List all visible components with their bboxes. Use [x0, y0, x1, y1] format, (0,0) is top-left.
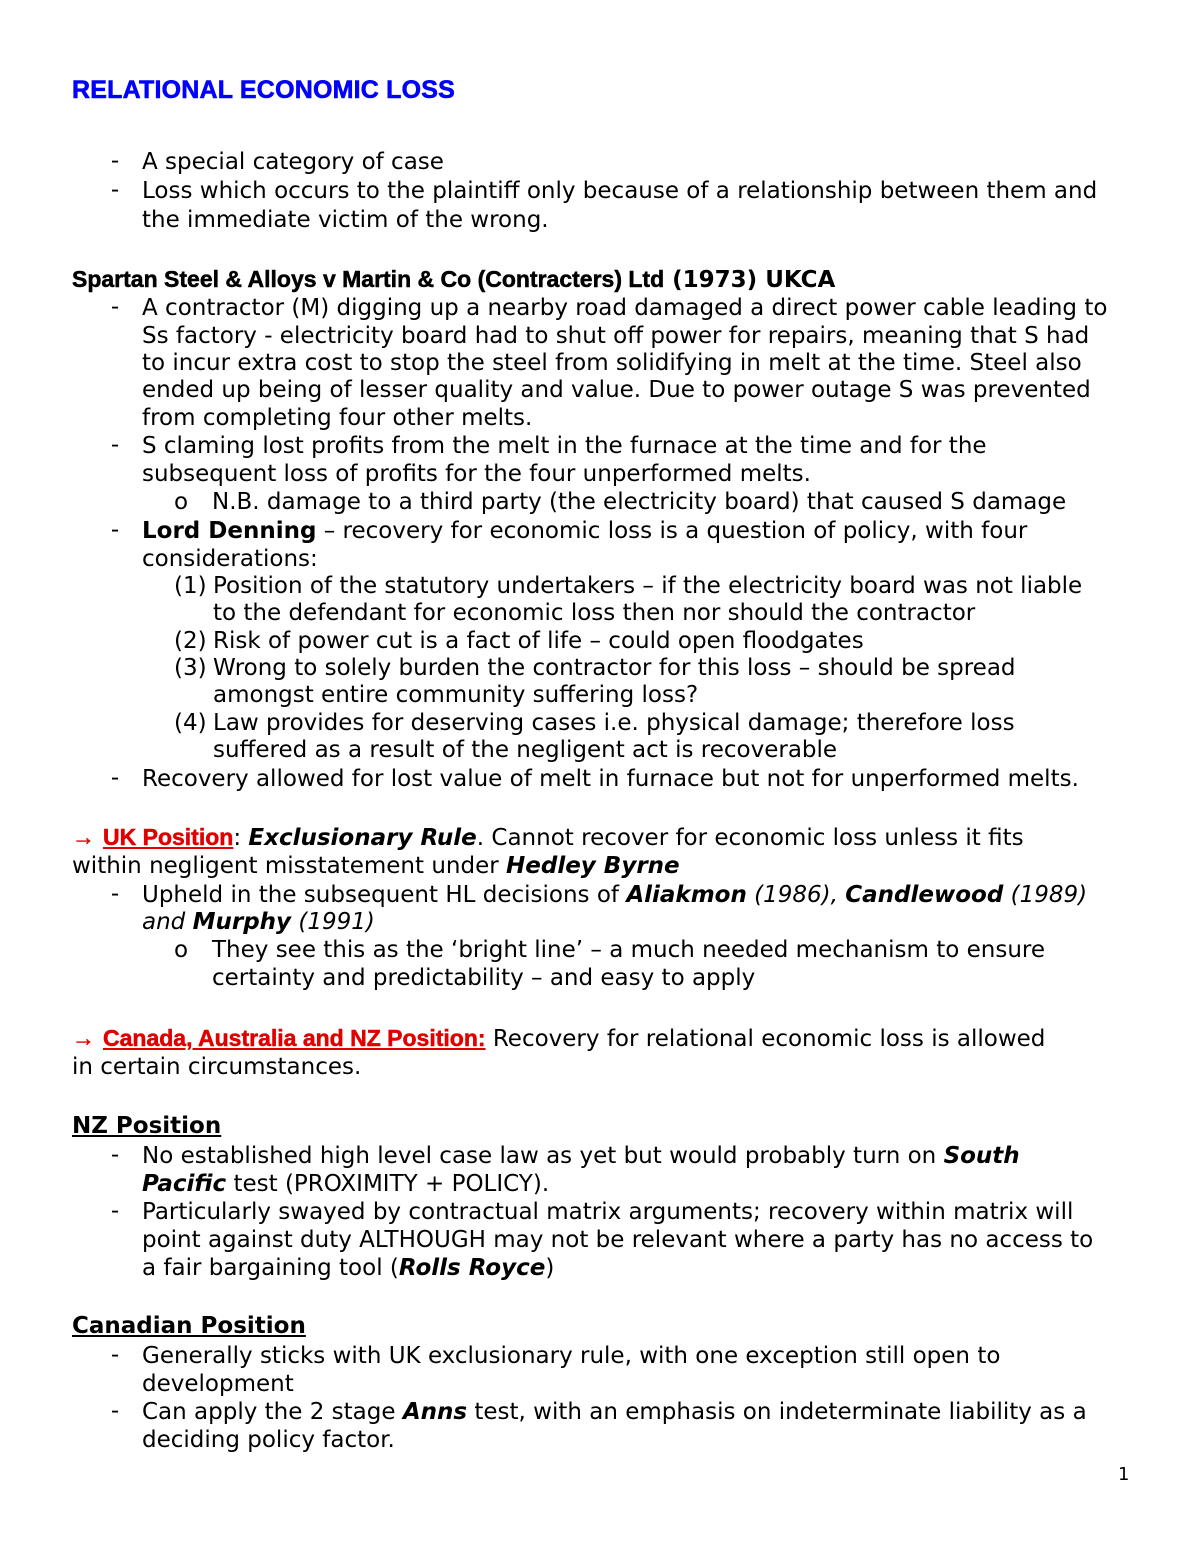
uk-position-label: UK Position: [103, 824, 234, 850]
intro-line: A special category of case: [142, 149, 444, 175]
bullet-dash: -: [110, 177, 120, 203]
canada-bullet-text: Can apply the 2 stage: [142, 1399, 403, 1425]
colon: :: [233, 825, 249, 851]
bullet-dash: -: [110, 881, 120, 907]
canadian-heading: Canadian Position: [72, 1313, 306, 1339]
consideration-number: (2): [174, 628, 207, 654]
facts-line: Ss factory - electricity board had to shut off power for repairs, meaning that S had: [142, 323, 1090, 349]
can-aus-nz-line: in certain circumstances.: [72, 1054, 362, 1080]
facts-line: from completing four other melts.: [142, 405, 533, 431]
bullet-dash: -: [110, 1198, 120, 1224]
consideration-text: Law provides for deserving cases i.e. physical damage; therefore loss: [213, 710, 1015, 736]
page-title: RELATIONAL ECONOMIC LOSS: [72, 76, 456, 104]
case-name: Aliakmon: [626, 882, 747, 908]
denning-line: considerations:: [142, 546, 318, 572]
case-heading: [72, 265, 835, 294]
sub-bullet-marker: o: [174, 489, 189, 515]
claim-line: subsequent loss of profits for the four unperformed melts.: [142, 461, 811, 487]
bullet-dash: -: [110, 765, 120, 791]
case-citation: (1973) UKCA: [664, 267, 836, 293]
nz-bullet-line: point against duty ALTHOUGH may not be relevant where a party has no access to: [142, 1227, 1094, 1253]
intro-line: the immediate victim of the wrong.: [142, 207, 549, 233]
case-name: South: [943, 1143, 1020, 1169]
judge-name: Lord Denning: [142, 518, 317, 544]
nz-bullet-text: test (PROXIMITY + POLICY).: [226, 1171, 550, 1197]
sub-bullet-marker: o: [174, 937, 189, 963]
facts-line: ended up being of lesser quality and value. Due to power outage S was prevented: [142, 377, 1091, 403]
bullet-dash: -: [110, 294, 120, 320]
bullet-dash: -: [110, 1398, 120, 1424]
bullet-dash: -: [110, 432, 120, 458]
case-year: (1991): [291, 909, 375, 935]
nz-bullet-text: a fair bargaining tool (: [142, 1255, 399, 1281]
uk-bullet-text: Upheld in the subsequent HL decisions of: [142, 882, 627, 908]
bullet-dash: -: [110, 148, 120, 174]
uk-bullet-line: [142, 908, 375, 936]
case-name: Rolls Royce: [398, 1255, 546, 1281]
facts-line: to incur extra cost to stop the steel from solidifying in melt at the time. Steel also: [142, 350, 1082, 376]
consideration-number: (1): [174, 573, 207, 599]
nz-bullet-text: ): [545, 1255, 555, 1281]
uk-position-text: . Cannot recover for economic loss unless it fits: [476, 825, 1024, 851]
nz-bullet-line: [142, 1254, 554, 1282]
canada-bullet-line: development: [142, 1371, 294, 1397]
case-name: Hedley Byrne: [506, 853, 680, 879]
case-year: (1989): [1003, 882, 1088, 908]
arrow-icon: →: [72, 1025, 95, 1051]
uk-position-line: [72, 852, 680, 880]
outcome-line: Recovery allowed for lost value of melt in furnace but not for unperformed melts.: [142, 766, 1079, 792]
bullet-dash: -: [110, 1142, 120, 1168]
canada-bullet-line: [142, 1398, 1087, 1426]
consideration-text: suffered as a result of the negligent act is recoverable: [213, 737, 838, 763]
denning-text: – recovery for economic loss is a question of policy, with four: [316, 518, 1028, 544]
nz-bullet-line: [142, 1170, 549, 1198]
sub-bullet-text: certainty and predictability – and easy to apply: [212, 965, 756, 991]
consideration-text: Wrong to solely burden the contractor for this loss – should be spread: [213, 655, 1016, 681]
can-aus-nz-text: Recovery for relational economic loss is allowed: [485, 1026, 1046, 1052]
can-aus-nz-line: [72, 1024, 1045, 1053]
arrow-icon: →: [72, 824, 95, 850]
consideration-text: Position of the statutory undertakers – if the electricity board was not liable: [213, 573, 1083, 599]
consideration-text: amongst entire community suffering loss?: [213, 682, 699, 708]
intro-line: Loss which occurs to the plaintiff only because of a relationship between them and: [142, 178, 1098, 204]
case-name: Pacific: [142, 1171, 227, 1197]
consideration-number: (3): [174, 655, 207, 681]
consideration-text: to the defendant for economic loss then nor should the contractor: [213, 600, 976, 626]
uk-bullet-text: and: [142, 909, 193, 935]
consideration-text: Risk of power cut is a fact of life – could open floodgates: [213, 628, 864, 654]
nz-bullet-text: No established high level case law as yet but would probably turn on: [142, 1143, 944, 1169]
case-name: Anns: [402, 1399, 468, 1425]
bullet-dash: -: [110, 1342, 120, 1368]
denning-line: [142, 517, 1027, 545]
nz-heading: NZ Position: [72, 1113, 222, 1139]
case-name: Murphy: [192, 909, 292, 935]
case-name: Candlewood: [845, 882, 1004, 908]
canada-bullet-text: test, with an emphasis on indeterminate liability as a: [467, 1399, 1087, 1425]
case-year: (1986),: [746, 882, 846, 908]
canada-bullet-line: deciding policy factor.: [142, 1427, 395, 1453]
can-aus-nz-label: Canada, Australia and NZ Position:: [103, 1025, 486, 1051]
claim-line: S claming lost profits from the melt in the furnace at the time and for the: [142, 433, 987, 459]
page-number: 1: [1118, 1464, 1130, 1485]
uk-bullet-line: [142, 881, 1087, 909]
sub-bullet-text: They see this as the ‘bright line’ – a much needed mechanism to ensure: [212, 937, 1046, 963]
sub-bullet-text: N.B. damage to a third party (the electricity board) that caused S damage: [212, 489, 1067, 515]
exclusionary-rule: Exclusionary Rule: [248, 825, 477, 851]
facts-line: A contractor (M) digging up a nearby road damaged a direct power cable leading to: [142, 295, 1108, 321]
nz-bullet-line: Particularly swayed by contractual matrix arguments; recovery within matrix will: [142, 1199, 1074, 1225]
uk-position-line: [72, 823, 1024, 852]
canada-bullet-line: Generally sticks with UK exclusionary rule, with one exception still open to: [142, 1343, 1001, 1369]
uk-position-text: within negligent misstatement under: [72, 853, 507, 879]
nz-bullet-line: [142, 1142, 1020, 1170]
bullet-dash: -: [110, 517, 120, 543]
consideration-number: (4): [174, 710, 207, 736]
case-name: Spartan Steel & Alloys v Martin & Co (Contracters) Ltd: [72, 266, 665, 292]
